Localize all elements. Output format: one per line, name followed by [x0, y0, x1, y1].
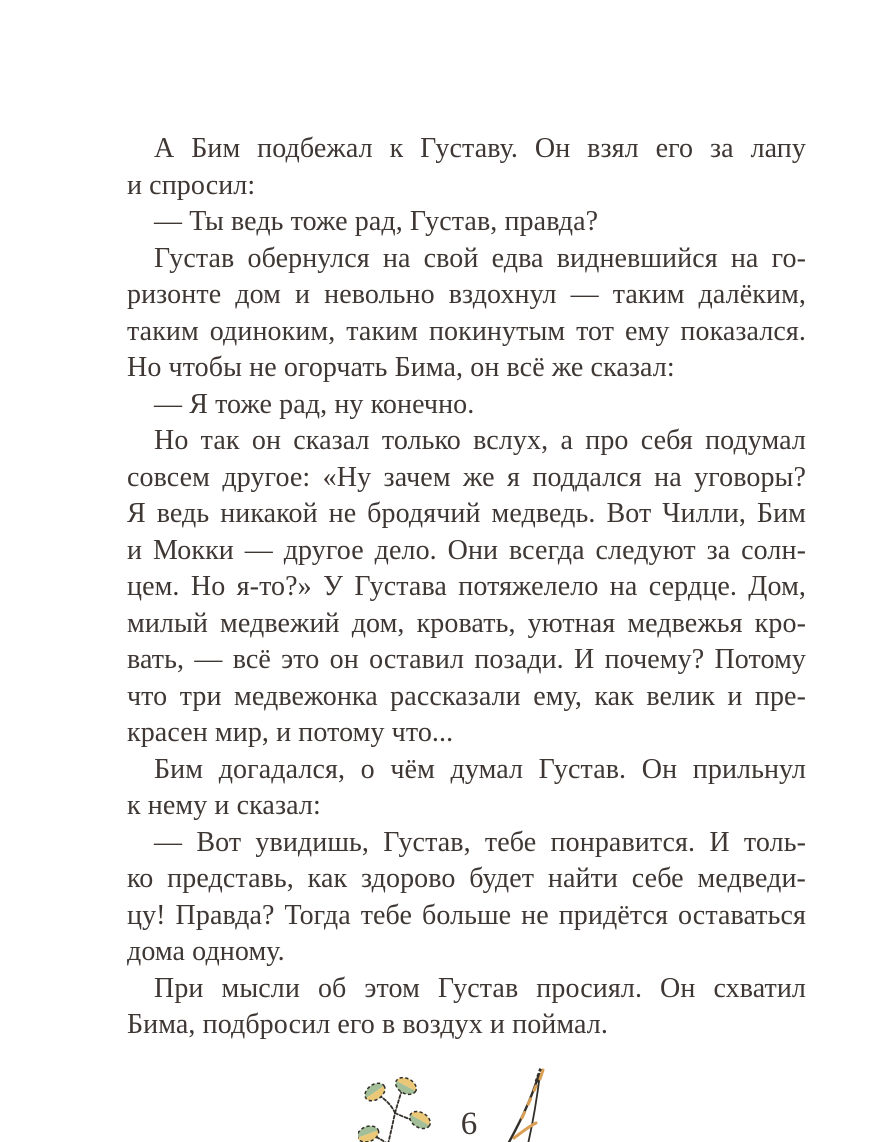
text-line: — Я тоже рад, ну конечно. — [154, 388, 475, 420]
text-line: красен мир, и потому что... — [127, 717, 454, 748]
text-line: и спросил: — [127, 169, 256, 201]
text-line: Но чтобы не огорчать Бима, он всё же сказал: — [127, 352, 675, 383]
leaf — [407, 1108, 434, 1132]
text-line: Бим догадался, о чём думал Густав. Он прильнул — [154, 753, 806, 785]
text-line: Бима, подбросил его в воздух и поймал. — [127, 1009, 608, 1040]
text-line: совсем другое: «Ну зачем же я поддался на уговоры? — [127, 461, 806, 493]
leaf — [362, 1080, 389, 1105]
text-line: А Бим подбежал к Густаву. Он взял его за лапу — [154, 133, 806, 164]
text-line: При мысли об этом Густав просиял. Он схватил — [154, 972, 806, 1004]
text-line: Но так он сказал только вслух, а про себя подумал — [154, 425, 806, 456]
text-line: цу! Правда? Тогда тебе больше не придётся оставаться — [127, 899, 806, 931]
text-line: что три медвежонка рассказали ему, как велик и пре- — [127, 680, 806, 712]
text-line: ризонте дом и невольно вздохнул — таким далёким, — [127, 279, 806, 310]
text-line: таким одиноким, таким покинутым тот ему показался. — [127, 315, 806, 347]
leaf-sprig-icon — [358, 1076, 440, 1142]
grass-stem-icon — [498, 1066, 558, 1142]
text-line: — Ты ведь тоже рад, Густав, правда? — [154, 206, 599, 237]
text-line: вать, — всё это он оставил позади. И почему? Потому — [127, 644, 806, 675]
text-line: милый медвежий дом, кровать, уютная медвежья кро- — [127, 607, 806, 639]
leaf — [393, 1076, 419, 1098]
page-number: 6 — [460, 1106, 478, 1142]
text-line: — Вот увидишь, Густав, тебе понравится. И толь- — [154, 826, 806, 858]
page-footer — [0, 1060, 874, 1142]
leaf — [358, 1123, 381, 1142]
text-line: цем. Но я-то?» У Густава потяжелело на сердце. Дом, — [127, 571, 806, 602]
text-line: и Мокки — другое дело. Они всегда следуют за солн- — [127, 534, 806, 566]
body-text — [127, 131, 806, 1044]
text-line: дома одному. — [127, 936, 285, 967]
text-line: Густав обернулся на свой едва видневшийся на го- — [154, 242, 806, 274]
text-line: ко представь, как здорово будет найти себе медведи- — [127, 863, 806, 894]
text-line: к нему и сказал: — [127, 790, 321, 821]
text-line: Я ведь никакой не бродячий медведь. Вот Чилли, Бим — [127, 498, 806, 529]
